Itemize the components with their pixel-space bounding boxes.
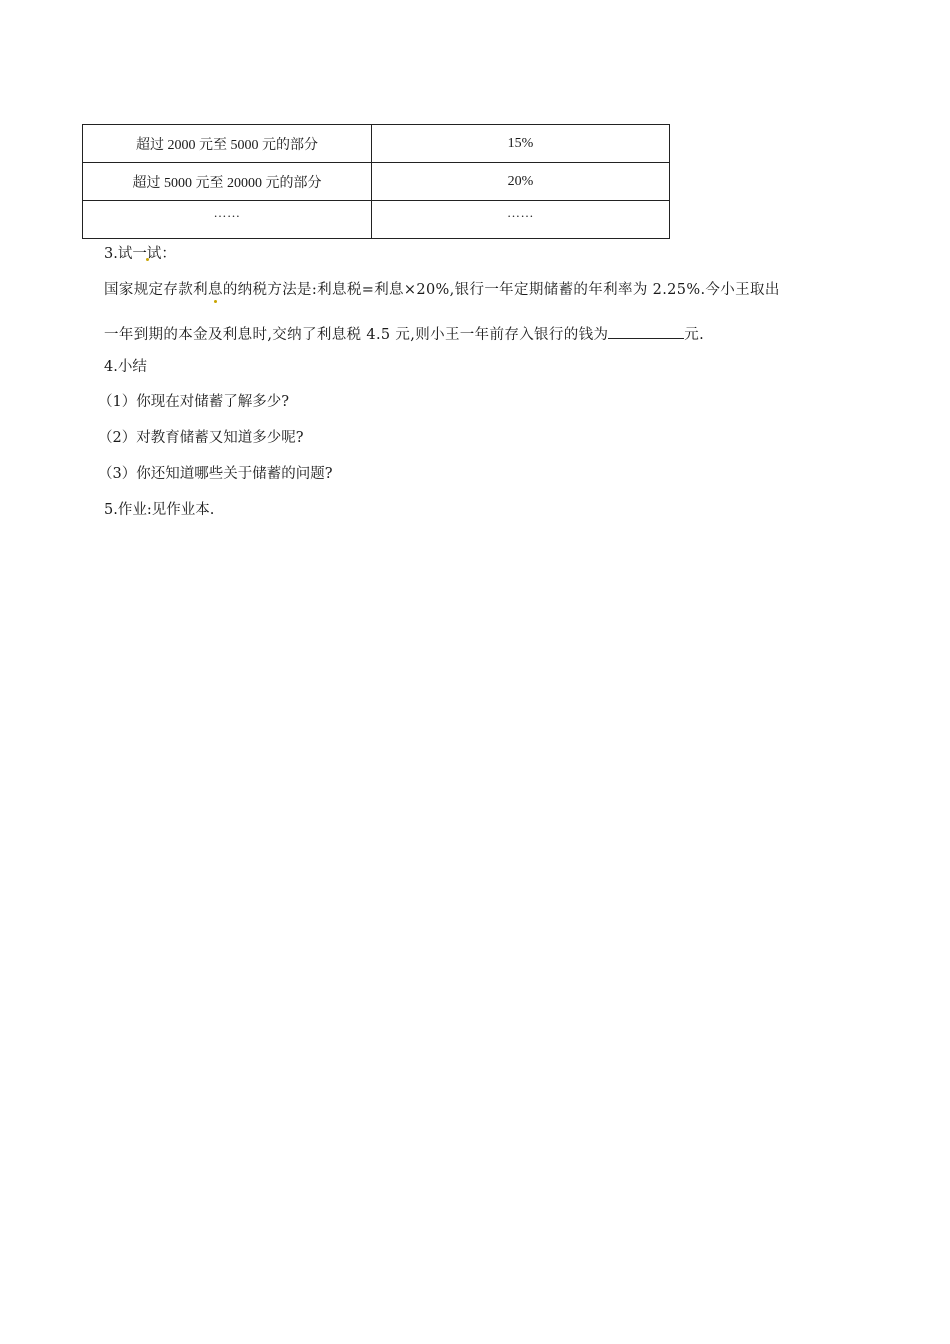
summary-item: （2）对教育储蓄又知道多少呢? [98,430,304,446]
table-cell-range: 超过 5000 元至 20000 元的部分 [83,163,372,201]
table-row [83,201,670,239]
problem-paragraph-line1 [104,280,864,300]
problem-paragraph-line2 [104,324,864,345]
tax-rate-table [82,124,670,239]
table-cell-rate: 15% [372,125,670,163]
section3-heading-suffix: 试： [146,246,176,262]
table-cell-rate: 20% [372,163,670,201]
text-span: 国家规定存款利 [104,282,208,298]
ellipsis-text: …… [213,205,241,220]
ellipsis-text: …… [507,205,534,220]
table-row [83,163,670,201]
answer-blank[interactable] [608,324,684,339]
text-span: 一年到期的本金及利息时,交纳了利息税 4.5 元,则小王一年前存入银行的钱为 [104,327,609,343]
section4-heading: 4.小结 [104,359,147,375]
table-cell-rate [372,201,670,239]
table-cell-range [83,201,372,239]
emphasized-char: 息 [207,282,223,298]
section3-heading-prefix: 3.试一 [104,246,147,262]
text-span: 的纳税方法是:利息税=利息×20%,银行一年定期储蓄的年利率为 2.25%.今小王取出 [222,282,780,298]
section3-heading [104,244,176,264]
table-cell-range: 超过 2000 元至 5000 元的部分 [83,125,372,163]
text-span: 元. [684,327,705,343]
summary-item: （3）你还知道哪些关于储蓄的问题? [98,466,333,482]
table-row [83,125,670,163]
summary-item: （1）你现在对储蓄了解多少? [98,394,289,410]
section5-heading: 5.作业:见作业本. [104,502,215,518]
